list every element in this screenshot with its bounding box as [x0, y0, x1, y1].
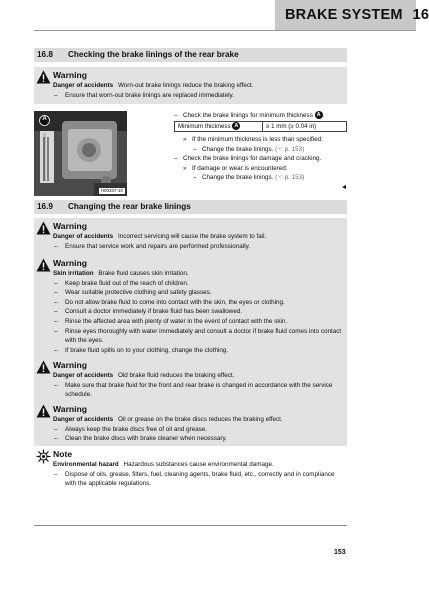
warning-content [53, 415, 343, 444]
warning-content [53, 269, 343, 355]
callout-a-inline-icon: A [315, 111, 323, 119]
spec-value: ≥ 1 mm (≥ 0.04 in) [266, 123, 317, 130]
step-check-damage: – Check the brake linings for damage and cracking. [174, 155, 322, 162]
warning-triangle-icon [36, 221, 51, 235]
section-number: 16.9 [37, 202, 53, 211]
warning-lead: Skin irritation Brake fluid causes skin irritation. [53, 270, 189, 277]
inspection-steps [174, 111, 349, 121]
warning-lead-bold: Danger of accidents [53, 82, 114, 89]
warning-triangle-icon [36, 70, 51, 84]
warning-title: Warning [53, 221, 88, 231]
note-content [53, 460, 343, 489]
warning-title: Warning [53, 70, 88, 80]
note-title: Note [53, 449, 73, 459]
warning-box [34, 357, 347, 401]
step-check-min: – Check the brake linings for minimum thickness A . [174, 112, 325, 119]
callout-a-table-icon: A [232, 122, 240, 130]
step-if-damage: » If damage or wear is encountered: [183, 164, 288, 172]
page-ref-icon[interactable]: (☜ [275, 174, 285, 181]
list-item: – Make sure that brake fluid for the front and rear brake is changed in accordance with the service [54, 381, 333, 389]
note-box [34, 446, 347, 490]
section-title: Checking the brake linings of the rear brake [68, 50, 239, 59]
warning-box [34, 401, 347, 446]
header-divider [34, 30, 416, 31]
page-ref-icon[interactable]: (☜ [275, 145, 285, 153]
list-item: – Clean the brake discs with brake cleaner when necessary. [54, 435, 227, 443]
callout-a-label: A [42, 116, 47, 122]
end-marker-icon [342, 185, 346, 189]
page-number: 153 [334, 549, 346, 556]
list-item-continued: schedule. [65, 391, 92, 399]
warning-lead [53, 81, 343, 91]
chapter-title-text: BRAKE SYSTEM [285, 7, 403, 23]
warning-triangle-icon [36, 360, 51, 374]
figure-code: H00337-10 [100, 188, 123, 193]
list-item: – Rinse the affected area with plenty of water in the event of contact with the skin. [54, 317, 288, 325]
list-item: – Rinse eyes thoroughly with water immediately and consult a doctor if brake fluid comes into contact [54, 327, 342, 335]
brake-caliper-photo [34, 111, 127, 196]
list-item-continued: with the eyes. [65, 337, 104, 345]
warning-triangle-icon [36, 258, 51, 272]
section-heading-16-9 [34, 200, 347, 214]
section-heading-16-8 [34, 48, 347, 62]
list-item: – Keep brake fluid out of the reach of children. [54, 279, 189, 287]
warning-title: Warning [53, 258, 88, 268]
warning-lead-text: Worn-out brake linings reduce the braking effect. [117, 82, 254, 89]
warning-box [34, 255, 347, 357]
list-item-continued: with the applicable regulations. [65, 480, 152, 488]
list-item: – Dispose of oils, grease, filters, fuel, cleaning agents, brake fluid, etc., correctly and in compliance [54, 470, 335, 478]
section-title: Changing the rear brake linings [68, 202, 191, 211]
chapter-title [285, 7, 429, 23]
warning-lead: Danger of accidents Incorrect servicing will cause the brake system to fail. [53, 233, 267, 240]
step-change-1: – Change the brake linings. (☜ p. 153) [193, 145, 305, 153]
list-item: – Ensure that service work and repairs are performed professionally. [54, 242, 251, 250]
warning-title: Warning [53, 404, 88, 414]
warning-lead: Danger of accidents Old brake fluid reduces the braking effect. [53, 372, 235, 379]
environment-icon [36, 449, 51, 464]
page-ref-link[interactable]: p. 153) [284, 174, 305, 181]
step-if-less: » If the minimum thickness is less than specified: [183, 136, 323, 143]
warning-triangle-icon [36, 404, 51, 418]
inspection-steps-continued [174, 135, 349, 183]
chapter-number: 16 [412, 7, 429, 23]
list-item: – Always keep the brake discs free of oil and grease. [54, 425, 208, 433]
list-item: – Ensure that worn-out brake linings are replaced immediately. [54, 91, 234, 99]
list-item: – Consult a doctor immediately if brake fluid has been swallowed. [54, 308, 243, 316]
specification-table [174, 121, 347, 132]
spec-label: Minimum thickness A [175, 122, 263, 131]
step-change-2: – Change the brake linings. (☜ p. 153) [193, 174, 305, 181]
warning-title: Warning [53, 360, 88, 370]
warning-box [34, 67, 347, 104]
warning-content [53, 81, 343, 100]
section-number: 16.8 [37, 50, 53, 59]
warning-lead: Danger of accidents Oil or grease on the brake discs reduces the braking effect. [53, 416, 283, 423]
list-item: – If brake fluid spills on to your clothing, change the clothing. [54, 346, 229, 354]
footer-divider [34, 525, 347, 526]
warning-box [34, 218, 347, 255]
warning-content [53, 371, 343, 400]
note-lead: Environmental hazard Hazardous substances cause environmental damage. [53, 461, 274, 468]
list-item: – Wear suitable protective clothing and safety glasses. [54, 289, 212, 297]
warning-content [53, 232, 343, 251]
list-item: – Do not allow brake fluid to come into contact with the skin, the eyes or clothing. [54, 298, 285, 306]
page-ref-link[interactable]: p. 153) [284, 145, 305, 153]
